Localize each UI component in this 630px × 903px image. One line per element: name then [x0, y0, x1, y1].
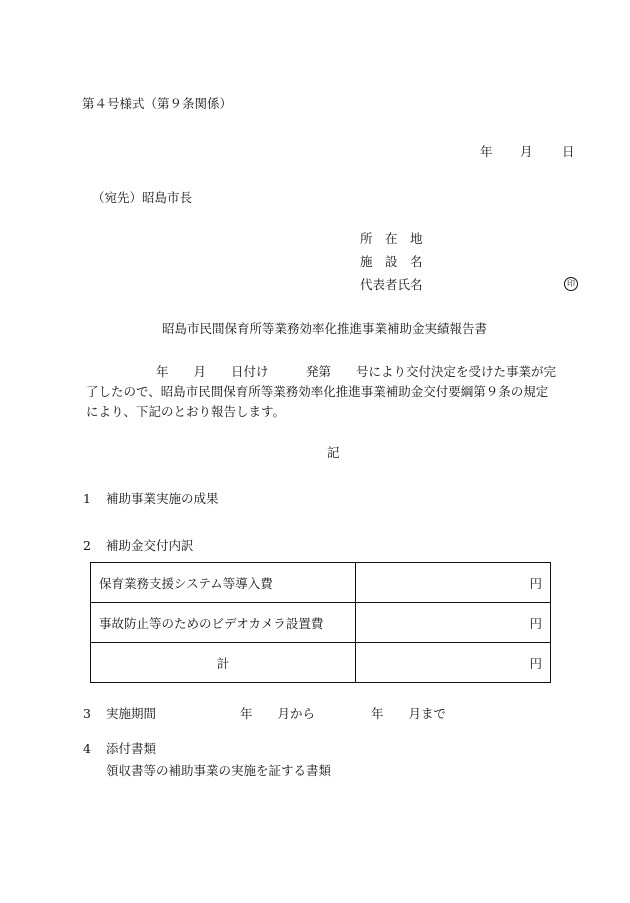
- body-paragraph: [86, 362, 564, 422]
- body-line-2: 了したので、昭島市民間保育所等業務効率化推進事業補助金交付要綱第９条の規定: [86, 384, 549, 399]
- total-label: 計: [91, 643, 356, 683]
- seal-mark: 印: [564, 277, 578, 291]
- row-item: 事故防止等のためのビデオカメラ設置費: [91, 603, 356, 643]
- table-row-total: [91, 643, 551, 683]
- section-1-number: 1: [83, 491, 91, 506]
- addressee: （宛先）昭島市長: [92, 190, 193, 205]
- section-2-title: 補助金交付内訳: [106, 538, 194, 553]
- section-4-number: 4: [83, 741, 91, 756]
- date-day: 日: [562, 144, 575, 159]
- section-4-title: 添付書類: [106, 741, 157, 756]
- body-line-3: により、下記のとおり報告します。: [86, 404, 286, 419]
- address-label: 所 在 地: [360, 231, 423, 246]
- table-row: [91, 563, 551, 603]
- document-title: 昭島市民間保育所等業務効率化推進事業補助金実績報告書: [162, 321, 488, 336]
- facility-label: 施 設 名: [360, 254, 423, 269]
- period-from: 年 月から: [240, 706, 316, 721]
- total-amount-unit: 円: [356, 643, 551, 683]
- ki-heading: 記: [327, 445, 340, 460]
- form-number: 第４号様式（第９条関係）: [82, 96, 233, 111]
- breakdown-table: [90, 562, 551, 683]
- table-row: [91, 603, 551, 643]
- section-4-detail: 領収書等の補助事業の実施を証する書類: [106, 763, 332, 778]
- representative-label: 代表者氏名: [360, 277, 423, 292]
- section-1-title: 補助事業実施の成果: [106, 491, 219, 506]
- date-year: 年: [480, 144, 493, 159]
- section-2-number: 2: [83, 538, 91, 553]
- row-amount-unit: 円: [356, 603, 551, 643]
- section-3-title: 実施期間: [106, 706, 157, 721]
- date-month: 月: [520, 144, 533, 159]
- body-line-1: 年 月 日付け 発第 号により交付決定を受けた事業が完: [156, 364, 557, 379]
- period-to: 年 月まで: [371, 706, 447, 721]
- row-item: 保育業務支援システム等導入費: [91, 563, 356, 603]
- section-3-number: 3: [83, 706, 91, 721]
- row-amount-unit: 円: [356, 563, 551, 603]
